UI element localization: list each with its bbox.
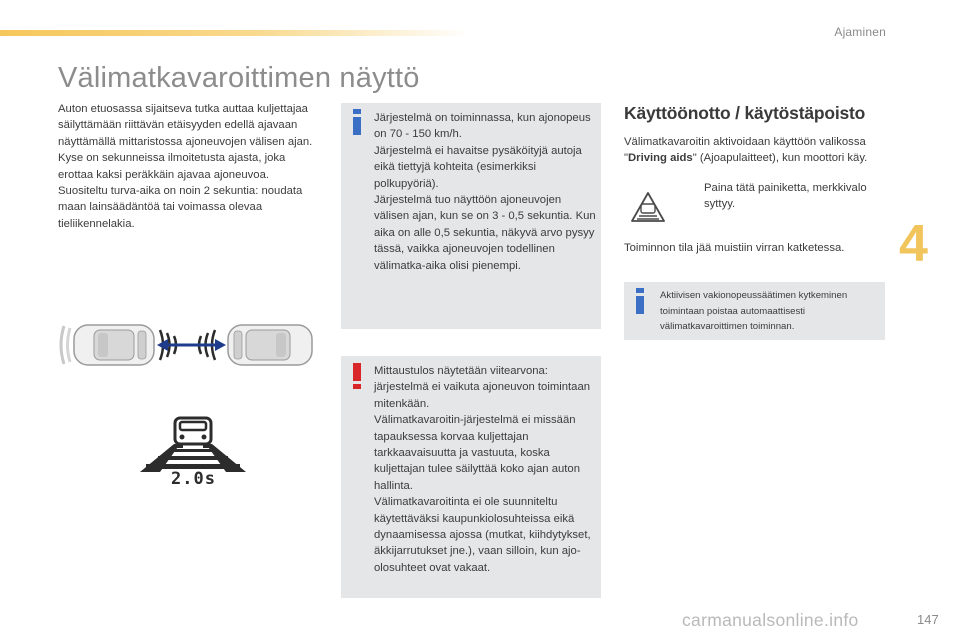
warning-icon	[351, 363, 363, 389]
distance-time-readout: 2.0s	[171, 469, 216, 489]
following-distance-illustration	[56, 316, 326, 374]
menu-name: Driving aids	[628, 152, 693, 165]
operation-info-box	[341, 103, 601, 329]
info-paragraph: Järjestelmä tuo näyttöön ajoneuvojen välisen ajan, kun se on 3 - 0,5 sekuntia. Kun aika on alle 0,5 sekuntia, näkyvä arvo pysyy tässä, vaikka ajoneuvojen todellinen välimatka-aika olisi pienempi.	[374, 194, 596, 272]
intro-text	[58, 101, 320, 232]
intro-paragraph: Kyse on sekunneissa ilmoitetusta ajasta, joka erottaa kaksi peräkkäin ajavaa ajoneuvoa.	[58, 152, 286, 181]
intro-paragraph: Suositeltu turva-aika on noin 2 sekuntia: noudata maan lainsäädäntöä tai voimassa olevaa tieliikennelakia.	[58, 185, 303, 230]
cruise-control-note: Aktiivisen vakionopeussäätimen kytkeminen toimintaan poistaa automaattisesti välimatkavaroittimen toiminnan.	[660, 290, 848, 333]
watermark: carmanualsonline.info	[682, 610, 859, 630]
info-icon	[634, 288, 646, 314]
warning-box	[341, 356, 601, 598]
activation-intro	[624, 134, 886, 167]
warning-paragraph: Välimatkavaroitinta ei ole suunniteltu käytettäväksi kaupunkiolosuhteissa eikä dynaamisessa ajossa (mutkat, kiihdytykset, äkkijarrutukset jne.), vaan silloin, kun ajo-olosuhteet ovat vakaat.	[374, 496, 591, 574]
info-paragraph: Järjestelmä on toiminnassa, kun ajonopeus on 70 - 150 km/h.	[374, 112, 591, 141]
press-button-instruction	[624, 180, 886, 230]
warning-paragraph: Mittaustulos näytetään viitearvona: järjestelmä ei vaikuta ajoneuvon toimintaan mitenkään.	[374, 365, 591, 410]
section-label: Ajaminen	[834, 25, 886, 39]
cluster-display-illustration	[138, 412, 248, 492]
cruise-control-info-box	[624, 282, 885, 340]
page-number: 147	[917, 612, 939, 627]
memory-note: Toiminnon tila jää muistiin virran katketessa.	[624, 242, 845, 254]
activation-intro-before: Välimatkavaroitin aktivoidaan käyttöön valikossa "	[624, 136, 866, 165]
activation-intro-after: " (Ajoapulaitteet), kun moottori käy.	[692, 152, 868, 165]
chapter-number: 4	[899, 215, 928, 273]
info-icon	[351, 109, 363, 135]
car-ahead-icon	[138, 412, 248, 474]
warning-paragraph: Välimatkavaroitin-järjestelmä ei missään tapauksessa korvaa kuljettajan tarkkaavaisuutta ja vastuuta, koska kuljettajan tulee säilyttää koko ajan auton hallinta.	[374, 414, 580, 492]
distance-alert-button-icon	[630, 191, 666, 223]
header-accent-bar	[0, 30, 470, 36]
activation-heading: Käyttöönotto / käytöstäpoisto	[624, 103, 866, 123]
intro-paragraph: Auton etuosassa sijaitseva tutka auttaa kuljettajaa säilyttämään riittävän etäisyyden edellä ajavaan näyttämällä mittaristossa ajoneuvojen välisen ajan.	[58, 103, 313, 148]
page-title: Välimatkavaroittimen näyttö	[58, 62, 420, 94]
info-paragraph: Järjestelmä ei havaitse pysäköityjä autoja eikä tiettyjä kohteita (esimerkiksi polkupyöriä).	[374, 144, 582, 190]
press-instruction-text: Paina tätä painiketta, merkkivalo syttyy.	[704, 182, 867, 211]
